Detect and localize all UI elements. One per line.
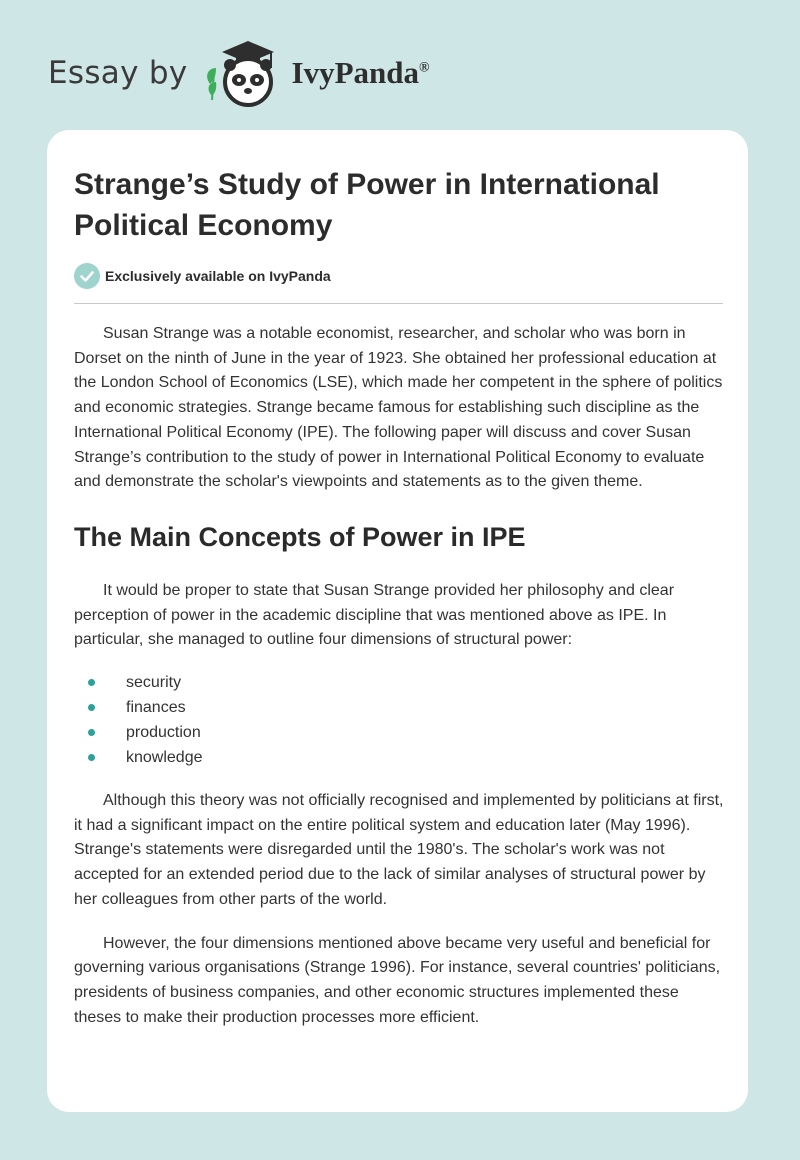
exclusive-badge (74, 263, 331, 289)
list-item-text: finances (126, 699, 186, 717)
bullet-icon (88, 729, 95, 736)
list-item-text: security (126, 674, 182, 692)
essay-by-label: Essay by (48, 55, 188, 91)
article-body (74, 322, 726, 1049)
divider (74, 303, 723, 304)
registered-mark: ® (419, 60, 430, 76)
article-title: Strange’s Study of Power in International Political Economy (74, 168, 660, 242)
list-item-text: knowledge (126, 749, 203, 767)
body-paragraph: However, the four dimensions mentioned above became very useful and beneficial for governing various organisations (Strange 1996). For instance, several countries' politicians, presidents of business companies, and other economic structures implemented these theses to make their production processes more efficient. (74, 934, 721, 1026)
list-item (74, 720, 726, 745)
checkmark-circle-icon (74, 263, 100, 289)
intro-paragraph: Susan Strange was a notable economist, researcher, and scholar who was born in Dorset on the ninth of June in the year of 1923. She obtained her professional education at the London School of Economics (LSE), which made her competent in the sphere of politics and economic strategies. Strange became famous for establishing such discipline as the International Political Economy (IPE). The following paper will discuss and cover Susan Strange’s contribution to the study of power in International Political Economy to evaluate and demonstrate the scholar's viewpoints and statements as to the given theme. (74, 325, 723, 491)
list-item (74, 695, 726, 720)
brand-text: IvyPanda (291, 55, 419, 90)
body-paragraph: Although this theory was not officially recognised and implemented by politicians at first, it had a significant impact on the entire political system and education later (May 1996). Strange's statements were disregarded until the 1980's. The scholar's work was not accepted for an extended period due to the lack of similar analyses of structural power by her colleagues from other parts of the world. (74, 792, 724, 908)
badge-label: Exclusively available on IvyPanda (105, 268, 331, 284)
bullet-icon (88, 679, 95, 686)
article-card (47, 130, 748, 1112)
section-intro-paragraph: It would be proper to state that Susan Strange provided her philosophy and clear perception of power in the academic discipline that was mentioned above as IPE. In particular, she managed to outline four dimensions of structural power: (74, 581, 675, 649)
panda-logo-icon[interactable] (202, 38, 288, 108)
bullet-icon (88, 754, 95, 761)
brand-name[interactable] (292, 55, 430, 91)
list-item (74, 745, 726, 770)
list-item (74, 670, 726, 695)
section-heading: The Main Concepts of Power in IPE (74, 521, 526, 552)
power-dimensions-list (74, 670, 726, 770)
site-header (48, 38, 488, 108)
bullet-icon (88, 704, 95, 711)
list-item-text: production (126, 724, 201, 742)
